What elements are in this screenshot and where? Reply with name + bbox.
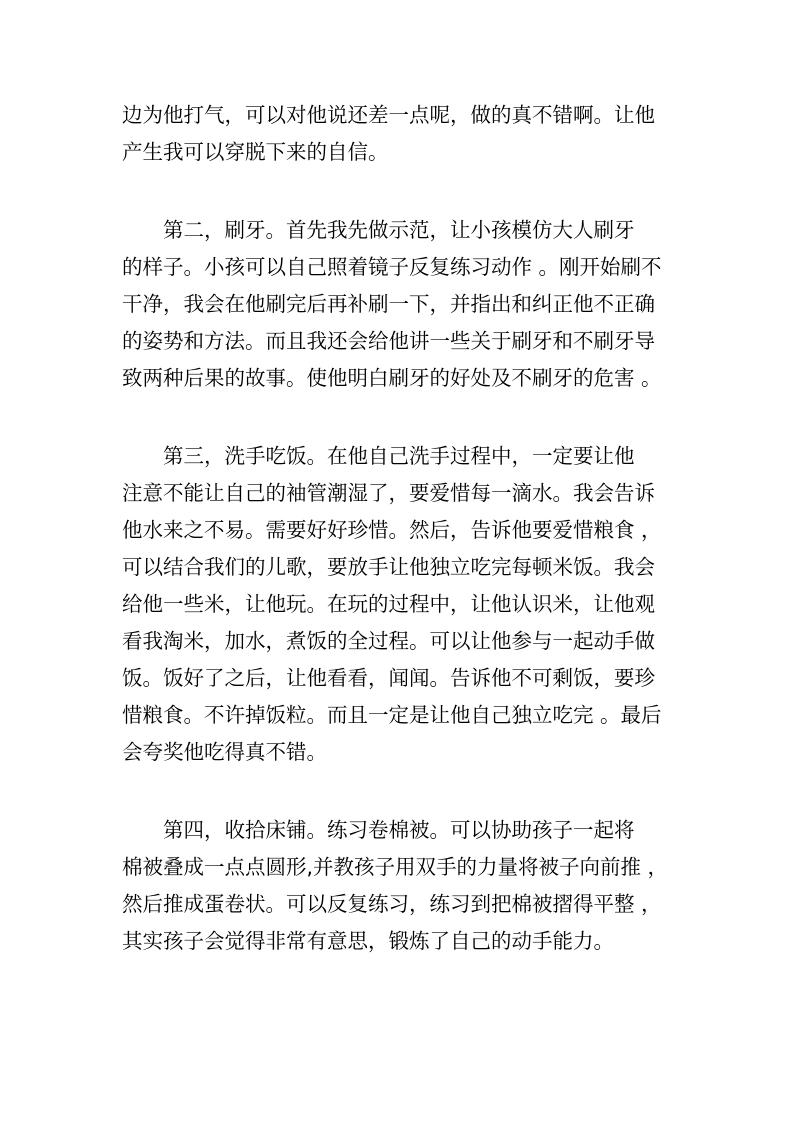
text-line: 致两种后果的故事。使他明白刷牙的好处及不刷牙的危害 。 <box>122 366 662 390</box>
paragraph-continuation <box>122 97 674 171</box>
text-line: 边为他打气，可以对他说还差一点呢，做的真不错啊。让他 <box>122 103 655 127</box>
text-line: 第三，洗手吃饭。在他自己洗手过程中，一定要让他 <box>122 444 635 468</box>
text-line: 第二，刷牙。首先我先做示范，让小孩模仿大人刷牙 <box>122 218 635 242</box>
paragraph-making-bed <box>122 812 674 960</box>
text-line: 看我淘米，加水，煮饭的全过程。可以让他参与一起动手做 <box>122 629 655 653</box>
text-line: 他水来之不易。需要好好珍惜。然后，告诉他要爱惜粮食 ， <box>122 518 662 542</box>
text-line: 会夸奖他吃得真不错。 <box>122 740 327 764</box>
text-line: 注意不能让自己的袖管潮湿了，要爱惜每一滴水。我会告诉 <box>122 481 655 505</box>
text-line: 惜粮食。不许掉饭粒。而且一定是让他自己独立吃完 。最后 <box>122 703 662 727</box>
text-line: 棉被叠成一点点圆形,并教孩子用双手的力量将被子向前推 ， <box>122 855 669 879</box>
paragraph-brushing-teeth <box>122 212 674 397</box>
text-line: 其实孩子会觉得非常有意思，锻炼了自己的动手能力。 <box>122 929 614 953</box>
text-line: 然后推成蛋卷状。可以反复练习，练习到把棉被摺得平整 ， <box>122 892 662 916</box>
text-line: 的姿势和方法。而且我还会给他讲一些关于刷牙和不刷牙导 <box>122 329 655 353</box>
text-line: 给他一些米，让他玩。在玩的过程中，让他认识米，让他观 <box>122 592 655 616</box>
text-line: 干净，我会在他刷完后再补刷一下，并指出和纠正他不正确 <box>122 292 655 316</box>
text-line: 的样子。小孩可以自己照着镜子反复练习动作 。刚开始刷不 <box>122 255 662 279</box>
text-line: 第四，收拾床铺。练习卷棉被。可以协助孩子一起将 <box>122 818 635 842</box>
text-line: 产生我可以穿脱下来的自信。 <box>122 140 389 164</box>
text-line: 饭。饭好了之后，让他看看，闻闻。告诉他不可剩饭，要珍 <box>122 666 655 690</box>
paragraph-washing-eating <box>122 438 674 771</box>
text-line: 可以结合我们的儿歌，要放手让他独立吃完每顿米饭。我会 <box>122 555 655 579</box>
